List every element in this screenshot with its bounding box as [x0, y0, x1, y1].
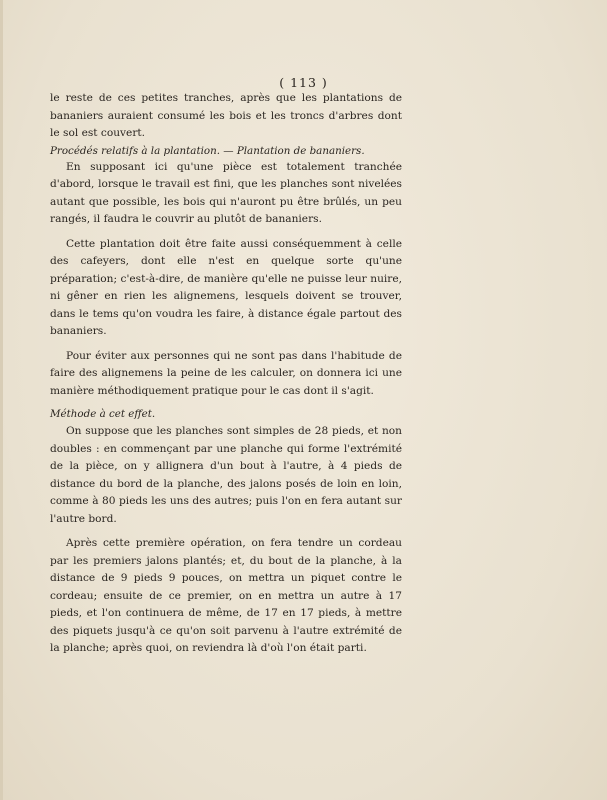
page-edge [0, 0, 3, 800]
page-number: ( 113 ) [279, 75, 328, 90]
paragraph-continuation: le reste de ces petites tranches, après que les plantations de bananiers auraient consumé les bois et les troncs d'arbres dont le sol est couvert. [50, 92, 402, 139]
paragraph: Cette plantation doit être faite aussi conséquemment à celle des cafeyers, dont elle n'est en quelque sorte qu'une préparation; c'est-à-dire, de manière qu'elle ne puisse leur nuire, ni gêner en rien les alignemens, lesquels doivent se trouver, dans le tems qu'on voudra les faire, à distance égale partout des bananiers. [50, 237, 402, 337]
paragraph: En supposant ici qu'une pièce est totalement tranchée d'abord, lorsque le travail est fini, que les planches sont nivelées autant que possible, les bois qui n'auront pu être brûlés, un peu rangés, il faudra le couvrir au plutôt de bananiers. [50, 160, 402, 225]
page-body [50, 90, 402, 658]
paragraph: Après cette première opération, on fera tendre un cordeau par les premiers jalons plantés; et, du bout de la planche, à la distance de 9 pieds 9 pouces, on mettra un piquet contre le cordeau; ensuite de ce premier, on en mettra un autre à 17 pieds, et l'on continuera de même, de 17 en 17 pieds, à mettre des piquets jusqu'à ce qu'on soit parvenu à l'autre extrémité de la planche; après quoi, on reviendra là d'où l'on était parti. [50, 537, 402, 654]
paragraph: On suppose que les planches sont simples de 28 pieds, et non doubles : en commençant par une planche qui forme l'extrémité de la pièce, on y allignera d'un bout à l'autre, à 4 pieds de distance du bord de la planche, des jalons posés de loin en loin, comme à 80 pieds les uns des autres; puis l'on en fera autant sur l'autre bord. [50, 425, 402, 525]
paragraph: Pour éviter aux personnes qui ne sont pas dans l'habitude de faire des alignemens la peine de les calculer, on donnera ici une manière méthodiquement pratique pour le cas dont il s'agit. [50, 349, 402, 397]
section-heading-plantation: Procédés relatifs à la plantation. — Plantation de bananiers. [50, 144, 365, 157]
section-heading-methode: Méthode à cet effet. [50, 408, 156, 420]
